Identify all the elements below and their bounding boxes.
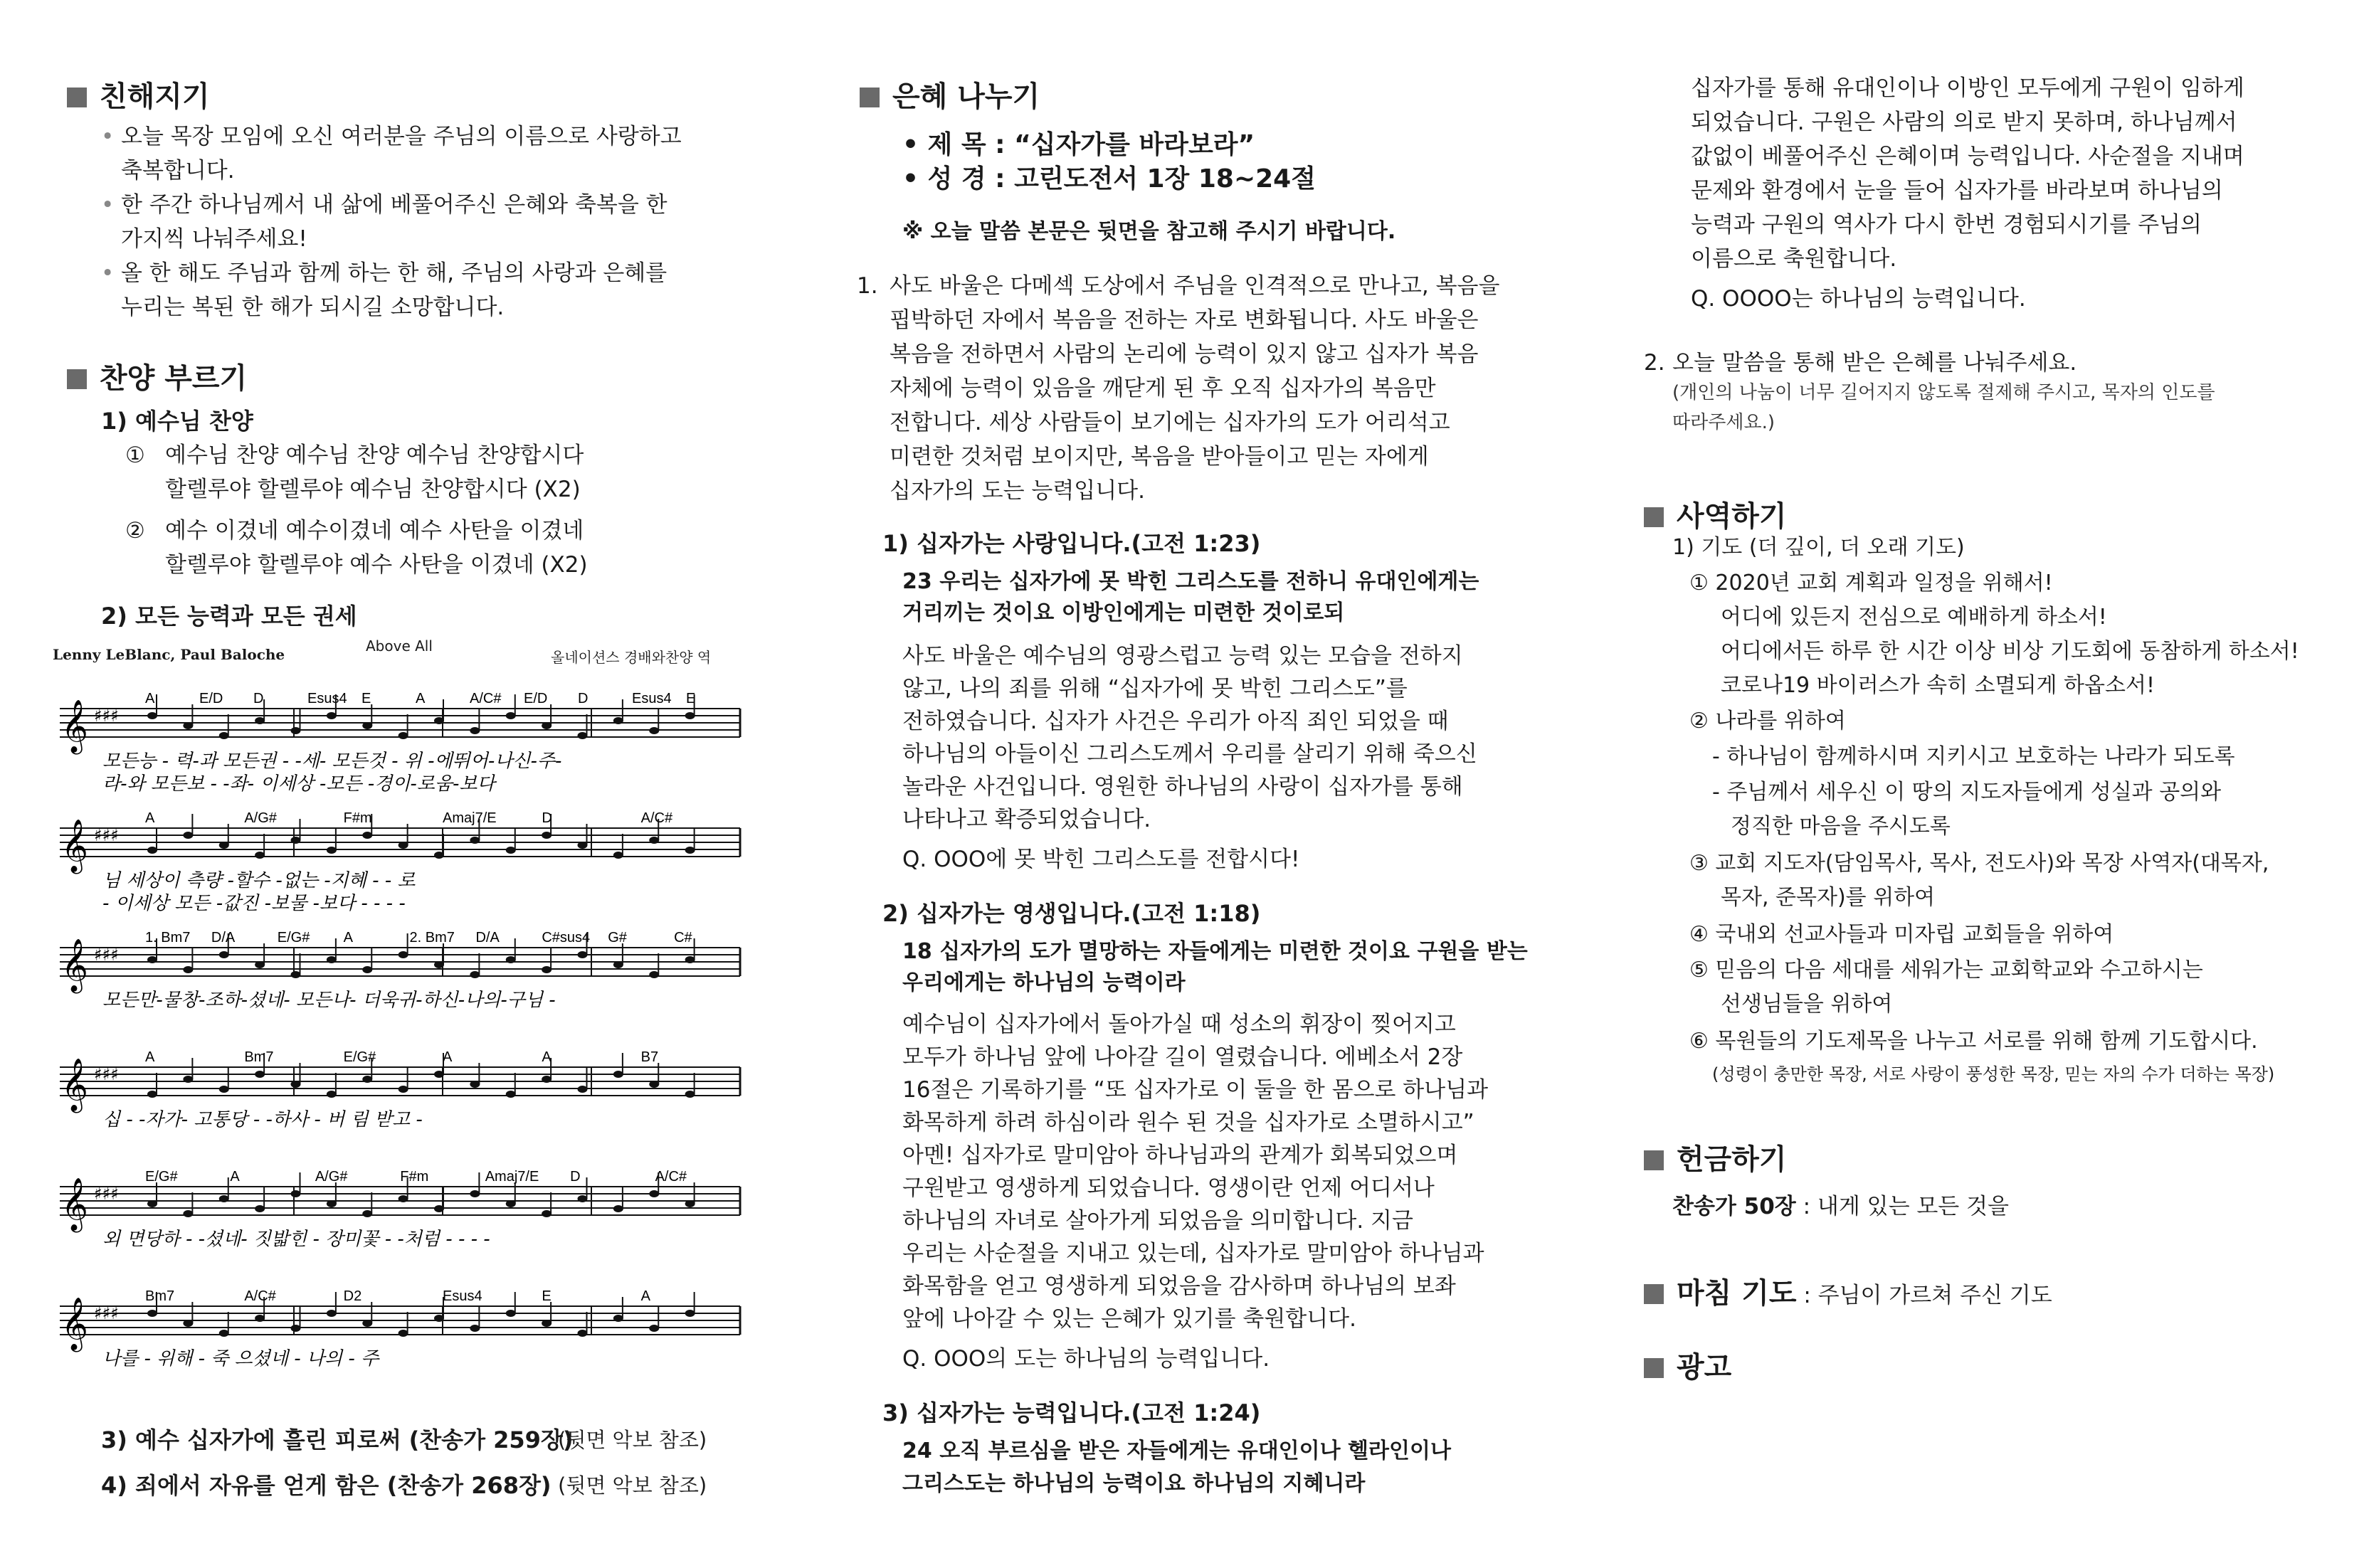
note-head bbox=[327, 1310, 337, 1317]
body-line: 십자가를 통해 유대인이나 이방인 모두에게 구원이 임하게 bbox=[1691, 75, 2244, 101]
note-head bbox=[219, 1195, 229, 1202]
song4-note: (뒷면 악보 참조) bbox=[558, 1473, 707, 1498]
chord-label: A bbox=[145, 1049, 155, 1065]
prayer-line: 선생님들을 위하여 bbox=[1721, 992, 1893, 1017]
body-line: 앞에 나아갈 수 있는 은혜가 있기를 축원합니다. bbox=[902, 1306, 1356, 1332]
square-bullet-icon bbox=[1644, 507, 1664, 527]
note-head bbox=[399, 732, 408, 739]
chord-label: Amaj7/E bbox=[485, 1169, 539, 1185]
point1-line: 사도 바울은 다메섹 도상에서 주님을 인격적으로 만나고, 복음을 bbox=[890, 273, 1500, 299]
lyric-line: - 이세상 모든 -값진 -보물 -보다 - - - - bbox=[102, 893, 406, 914]
chord-label: A bbox=[640, 1288, 651, 1304]
chord-label: A bbox=[443, 1049, 453, 1065]
note-head bbox=[255, 1205, 265, 1212]
prayer-line: - 하나님이 함께하시며 지키시고 보호하는 나라가 되도록 bbox=[1712, 744, 2235, 769]
note-head bbox=[506, 1200, 516, 1207]
chord-label: F#m bbox=[343, 810, 372, 826]
chord-label: E bbox=[686, 691, 696, 706]
song2-title: 2) 모든 능력과 모든 권세 bbox=[101, 603, 357, 630]
prayer-line: ① 2020년 교회 계획과 일정을 위해서! bbox=[1689, 571, 2053, 595]
chord-label: D/A bbox=[211, 930, 236, 945]
section-ministry-title bbox=[1644, 494, 1787, 534]
sermon-scripture: • 성 경 : 고린도전서 1장 18~24절 bbox=[902, 164, 1316, 194]
section-title-text: 친해지기 bbox=[100, 80, 210, 113]
note-head bbox=[613, 717, 623, 724]
note-head bbox=[649, 1325, 659, 1332]
body-line: 이름으로 축원합니다. bbox=[1691, 246, 1897, 272]
point1-line: 자체에 능력이 있음을 깨닫게 된 후 오직 십자가의 복음만 bbox=[890, 376, 1436, 401]
sermon-subject: • 제 목 : “십자가를 바라보라” bbox=[902, 130, 1255, 159]
note-head bbox=[147, 712, 157, 719]
note-head bbox=[470, 971, 480, 978]
prayer-line: 목자, 준목자)를 위하여 bbox=[1721, 885, 1936, 910]
note-head bbox=[255, 717, 265, 724]
chord-label: A/C# bbox=[655, 1169, 687, 1185]
note-head bbox=[327, 956, 337, 963]
point2-note: 따라주세요.) bbox=[1672, 412, 1775, 433]
note-head bbox=[542, 722, 552, 729]
chord-label: D bbox=[570, 1169, 581, 1185]
note-head bbox=[327, 1200, 337, 1207]
chord-label: 2. Bm7 bbox=[409, 930, 455, 945]
section-ads-title bbox=[1644, 1345, 1731, 1385]
note-head bbox=[362, 966, 372, 973]
section-title-text: 찬양 부르기 bbox=[100, 362, 248, 395]
point1-line: 핍박하던 자에서 복음을 전하는 자로 변화됩니다. 사도 바울은 bbox=[890, 307, 1479, 333]
prayer-line: ⑤ 믿음의 다음 세대를 세워가는 교회학교와 수고하시는 bbox=[1689, 958, 2203, 982]
note-head bbox=[291, 837, 301, 844]
note-head bbox=[649, 727, 659, 734]
sheet-song-title: Above All bbox=[366, 637, 433, 655]
note-head bbox=[470, 1190, 480, 1197]
subpoint1-question: Q. OOO에 못 박힌 그리스도를 전합시다! bbox=[902, 847, 1300, 872]
body-line: 사도 바울은 예수님의 영광스럽고 능력 있는 모습을 전하지 bbox=[902, 643, 1463, 669]
chord-label: A/C# bbox=[244, 1288, 276, 1304]
prayer-note: (성령이 충만한 목장, 서로 사랑이 풍성한 목장, 믿는 자의 수가 더하는 목장) bbox=[1712, 1064, 2275, 1084]
note-head bbox=[434, 1315, 444, 1322]
note-head bbox=[613, 852, 623, 859]
chord-label: A bbox=[343, 930, 354, 945]
chord-label: C#sus4 bbox=[542, 930, 591, 945]
subpoint3-title: 3) 십자가는 능력입니다.(고전 1:24) bbox=[882, 1399, 1261, 1426]
song-line: 예수 이겼네 예수이겼네 예수 사탄을 이겼네 bbox=[165, 518, 584, 544]
chord-label: E/G# bbox=[145, 1169, 178, 1185]
sheet-publisher: 올네이션스 경배와찬양 역 bbox=[551, 649, 712, 666]
lyric-line: 모든능 - 력-과 모든권 - -세- 모든것 - 위 -에뛰어-나신-주- bbox=[102, 751, 562, 772]
note-head bbox=[434, 1205, 444, 1212]
fellowship-line: 한 주간 하나님께서 내 삶에 베풀어주신 은혜와 축복을 한 bbox=[121, 192, 667, 218]
point-number: 1. bbox=[857, 273, 878, 299]
prayer-line: ⑥ 목원들의 기도제목을 나누고 서로를 위해 함께 기도합시다. bbox=[1689, 1029, 2258, 1054]
square-bullet-icon bbox=[1644, 1358, 1664, 1378]
song-line: 할렐루야 할렐루야 예수 사탄을 이겼네 (X2) bbox=[165, 552, 588, 578]
point1-line: 미련한 것처럼 보이지만, 복음을 받아들이고 믿는 자에게 bbox=[890, 444, 1429, 470]
chord-label: A/C# bbox=[470, 691, 502, 706]
lyric-line: 라-와 모든보 - -좌- 이세상 -모든 -경이-로움-보다 bbox=[102, 773, 495, 795]
subpoint1-verse: 거리끼는 것이요 이방인에게는 미련한 것이로되 bbox=[902, 600, 1345, 625]
note-head bbox=[399, 1195, 408, 1202]
note-head bbox=[685, 1091, 695, 1098]
note-head bbox=[183, 832, 193, 839]
chord-label: E/D bbox=[524, 691, 548, 706]
chord-label: Amaj7/E bbox=[443, 810, 497, 826]
note-head bbox=[147, 1200, 157, 1207]
body-line: 하나님의 아들이신 그리스도께서 우리를 살리기 위해 죽으신 bbox=[902, 741, 1477, 767]
prayer-line: ④ 국내외 선교사들과 미자립 교회들을 위하여 bbox=[1689, 922, 2114, 947]
note-head bbox=[255, 852, 265, 859]
note-head bbox=[506, 1310, 516, 1317]
note-head bbox=[542, 1076, 552, 1083]
note-head bbox=[613, 1071, 623, 1078]
chord-label: G# bbox=[608, 930, 627, 945]
note-head bbox=[147, 956, 157, 963]
subpoint2-verse: 18 십자가의 도가 멸망하는 자들에게는 미련한 것이요 구원을 받는 bbox=[902, 939, 1528, 964]
point1-line: 복음을 전하면서 사람의 논리에 능력이 있지 않고 십자가 복음 bbox=[890, 341, 1479, 367]
chord-label: A bbox=[145, 810, 155, 826]
chord-label: D bbox=[542, 810, 552, 826]
lyric-line: 님 세상이 측량 -할수 -없는 -지혜 - - 로 bbox=[102, 870, 416, 891]
note-head bbox=[399, 842, 408, 849]
note-head bbox=[613, 1315, 623, 1322]
song-line-marker: ① bbox=[125, 443, 145, 468]
chord-label: B7 bbox=[640, 1049, 659, 1065]
chord-label: D bbox=[253, 691, 264, 706]
body-line: 모두가 하나님 앞에 나아갈 길이 열렸습니다. 에베소서 2장 bbox=[902, 1044, 1463, 1070]
note-head bbox=[506, 712, 516, 719]
note-head bbox=[291, 727, 301, 734]
body-line: 능력과 구원의 역사가 다시 한번 경험되시기를 주님의 bbox=[1691, 212, 2202, 238]
note-head bbox=[399, 1086, 408, 1093]
sheet-composer: Lenny LeBlanc, Paul Baloche bbox=[53, 646, 285, 663]
subpoint1-verse: 23 우리는 십자가에 못 박힌 그리스도를 전하니 유대인에게는 bbox=[902, 569, 1479, 594]
treble-clef-icon: 𝄞 bbox=[61, 700, 88, 753]
section-closing-title bbox=[1644, 1271, 2052, 1311]
bullet-dot-icon: • bbox=[101, 192, 115, 218]
body-line: 않고, 나의 죄를 위해 “십자가에 못 박힌 그리스도”를 bbox=[902, 676, 1408, 701]
chord-label: A/C# bbox=[640, 810, 673, 826]
chord-label: Esus4 bbox=[443, 1288, 482, 1304]
note-head bbox=[649, 1081, 659, 1088]
closing-description: : 주님이 가르쳐 주신 기도 bbox=[1796, 1283, 2052, 1308]
note-head bbox=[255, 1315, 265, 1322]
note-head bbox=[183, 966, 193, 973]
note-head bbox=[542, 1320, 552, 1327]
note-head bbox=[578, 951, 588, 958]
section-title-text: 은혜 나누기 bbox=[892, 80, 1040, 113]
sermon-notice: ※ 오늘 말씀 본문은 뒷면을 참고해 주시기 바랍니다. bbox=[902, 219, 1396, 244]
body-line: 16절은 기록하기를 “또 십자가로 이 둘을 한 몸으로 하나님과 bbox=[902, 1077, 1489, 1103]
body-line: 구원받고 영생하게 되었습니다. 영생이란 언제 어디서나 bbox=[902, 1175, 1435, 1201]
sheet-staves bbox=[53, 629, 747, 1426]
note-head bbox=[219, 732, 229, 739]
subpoint3-verse: 24 오직 부르심을 받은 자들에게는 유대인이나 헬라인이나 bbox=[902, 1439, 1451, 1463]
chord-label: Esus4 bbox=[632, 691, 672, 706]
prayer-line: 정직한 마음을 주시도록 bbox=[1731, 814, 1951, 839]
note-head bbox=[434, 717, 444, 724]
note-head bbox=[685, 712, 695, 719]
note-head bbox=[327, 847, 337, 854]
note-head bbox=[470, 837, 480, 844]
key-signature-icon: ♯♯♯ bbox=[94, 1184, 119, 1204]
body-line: 값없이 베풀어주신 은혜이며 능력입니다. 사순절을 지내며 bbox=[1691, 144, 2244, 169]
body-line: 하나님의 자녀로 살아가게 되었음을 의미합니다. 지금 bbox=[902, 1208, 1413, 1234]
note-head bbox=[578, 732, 588, 739]
note-head bbox=[685, 1200, 695, 1207]
body-line: 전하였습니다. 십자가 사건은 우리가 아직 죄인 되었을 때 bbox=[902, 709, 1449, 734]
section-fellowship-title bbox=[67, 74, 210, 115]
lyric-line: 나를 - 위해 - 죽 으셨네 - 나의 - 주 bbox=[102, 1348, 379, 1370]
note-head bbox=[506, 956, 516, 963]
note-head bbox=[183, 722, 193, 729]
offering-hymn-number: 찬송가 50장 bbox=[1672, 1194, 1796, 1219]
note-head bbox=[542, 1210, 552, 1217]
treble-clef-icon: 𝄞 bbox=[61, 939, 88, 992]
note-head bbox=[291, 1081, 301, 1088]
prayer-line: ③ 교회 지도자(담임목사, 목사, 전도사)와 목장 사역자(대목자, bbox=[1689, 851, 2269, 876]
square-bullet-icon bbox=[860, 88, 880, 107]
body-line: 문제와 환경에서 눈을 들어 십자가를 바라보며 하나님의 bbox=[1691, 178, 2223, 203]
note-head bbox=[578, 1330, 588, 1337]
note-head bbox=[685, 956, 695, 963]
note-head bbox=[219, 1330, 229, 1337]
song3-note: (뒷면 악보 참조) bbox=[558, 1428, 707, 1452]
prayer-line: 어디에서든 하루 한 시간 이상 비상 기도회에 동참하게 하소서! bbox=[1721, 639, 2299, 664]
section-offering-title bbox=[1644, 1137, 1787, 1177]
bullet-dot-icon: • bbox=[101, 260, 115, 286]
song-line: 예수님 찬양 예수님 찬양 예수님 찬양합시다 bbox=[165, 443, 584, 468]
chord-label: Esus4 bbox=[307, 691, 347, 706]
note-head bbox=[578, 1086, 588, 1093]
note-head bbox=[434, 852, 444, 859]
treble-clef-icon: 𝄞 bbox=[61, 820, 88, 872]
note-head bbox=[542, 832, 552, 839]
key-signature-icon: ♯♯♯ bbox=[94, 1303, 119, 1323]
note-head bbox=[470, 1081, 480, 1088]
prayer-subtitle: 1) 기도 (더 깊이, 더 오래 기도) bbox=[1672, 535, 1965, 560]
bullet-dot-icon: • bbox=[101, 124, 115, 149]
note-head bbox=[219, 1086, 229, 1093]
note-head bbox=[434, 1071, 444, 1078]
note-head bbox=[506, 847, 516, 854]
section-title-text: 사역하기 bbox=[1677, 500, 1787, 533]
note-head bbox=[362, 1210, 372, 1217]
chord-label: A bbox=[230, 1169, 240, 1185]
note-head bbox=[434, 961, 444, 968]
note-head bbox=[362, 832, 372, 839]
chord-label: E/G# bbox=[343, 1049, 376, 1065]
note-head bbox=[183, 1076, 193, 1083]
note-head bbox=[183, 1210, 193, 1217]
note-head bbox=[613, 961, 623, 968]
prayer-line: 어디에 있든지 전심으로 예배하게 하소서! bbox=[1721, 605, 2107, 630]
section-praise-title bbox=[67, 356, 247, 396]
point-number: 2. bbox=[1644, 350, 1665, 376]
prayer-line: 코로나19 바이러스가 속히 소멸되게 하옵소서! bbox=[1721, 673, 2155, 698]
lyric-line: 십 - -자가- 고통당 - -하사 - 버 림 받고 - bbox=[102, 1109, 423, 1130]
body-line: 나타나고 확증되었습니다. bbox=[902, 807, 1151, 832]
sheet-music bbox=[53, 629, 747, 1426]
note-head bbox=[291, 1325, 301, 1332]
chord-label: D/A bbox=[475, 930, 500, 945]
note-head bbox=[147, 847, 157, 854]
lyric-line: 외 면당하 - -셨네- 짓밟힌 - 장미꽃 - -처럼 - - - - bbox=[102, 1229, 490, 1250]
note-head bbox=[542, 966, 552, 973]
body-line: 예수님이 십자가에서 돌아가실 때 성소의 휘장이 찢어지고 bbox=[902, 1012, 1456, 1037]
chord-label: E/D bbox=[199, 691, 223, 706]
chord-label: Bm7 bbox=[244, 1049, 274, 1065]
note-head bbox=[470, 727, 480, 734]
note-head bbox=[685, 847, 695, 854]
fellowship-line: 누리는 복된 한 해가 되시길 소망합니다. bbox=[121, 295, 505, 320]
note-head bbox=[255, 1071, 265, 1078]
note-head bbox=[255, 961, 265, 968]
section-title-text: 마침 기도 bbox=[1677, 1277, 1797, 1310]
song3-title: 3) 예수 십자가에 흘린 피로써 (찬송가 259장) bbox=[101, 1426, 574, 1453]
subpoint2-verse: 우리에게는 하나님의 능력이라 bbox=[902, 970, 1186, 995]
note-head bbox=[470, 1325, 480, 1332]
note-head bbox=[399, 1330, 408, 1337]
subpoint3-verse: 그리스도는 하나님의 능력이요 하나님의 지혜니라 bbox=[902, 1471, 1366, 1496]
note-head bbox=[362, 722, 372, 729]
treble-clef-icon: 𝄞 bbox=[61, 1298, 88, 1350]
body-line: 놀라운 사건입니다. 영원한 하나님의 사랑이 십자가를 통해 bbox=[902, 774, 1463, 800]
chord-label: E bbox=[542, 1288, 552, 1304]
subpoint2-question: Q. OOO의 도는 하나님의 능력입니다. bbox=[902, 1346, 1270, 1372]
chord-label: F#m bbox=[400, 1169, 429, 1185]
note-head bbox=[399, 951, 408, 958]
note-head bbox=[613, 1205, 623, 1212]
note-head bbox=[327, 1091, 337, 1098]
chord-label: D2 bbox=[343, 1288, 362, 1304]
fellowship-line: 오늘 목장 모임에 오신 여러분을 주님의 이름으로 사랑하고 bbox=[121, 124, 682, 149]
song-line-marker: ② bbox=[125, 518, 145, 544]
chord-label: A bbox=[542, 1049, 552, 1065]
note-head bbox=[649, 971, 659, 978]
song4-title: 4) 죄에서 자유를 얻게 함은 (찬송가 268장) bbox=[101, 1472, 552, 1499]
lyric-line: 모든만-물창-조하-셨네- 모든나- 더욱귀-하신-나의-구님 - bbox=[102, 990, 556, 1011]
note-head bbox=[649, 837, 659, 844]
body-line: 아멘! 십자가로 말미암아 하나님과의 관계가 회복되었으며 bbox=[902, 1143, 1458, 1168]
key-signature-icon: ♯♯♯ bbox=[94, 825, 119, 845]
section-title-text: 헌금하기 bbox=[1677, 1143, 1787, 1176]
offering-hymn bbox=[1672, 1190, 2009, 1224]
note-head bbox=[291, 1190, 301, 1197]
chord-label: A bbox=[145, 691, 155, 706]
section-title-text: 광고 bbox=[1677, 1351, 1732, 1384]
fellowship-line: 축복합니다. bbox=[121, 158, 235, 184]
point2-note: (개인의 나눔이 너무 길어지지 않도록 절제해 주시고, 목자의 인도를 bbox=[1672, 382, 2215, 403]
note-head bbox=[147, 1310, 157, 1317]
song-line: 할렐루야 할렐루야 예수님 찬양합시다 (X2) bbox=[165, 477, 581, 502]
body-line: 되었습니다. 구원은 사람의 의로 받지 못하며, 하나님께서 bbox=[1691, 110, 2237, 135]
chord-label: C# bbox=[674, 930, 692, 945]
song1-title: 1) 예수님 찬양 bbox=[101, 408, 253, 435]
body-line: 우리는 사순절을 지내고 있는데, 십자가로 말미암아 하나님과 bbox=[902, 1241, 1484, 1266]
treble-clef-icon: 𝄞 bbox=[61, 1059, 88, 1111]
note-head bbox=[649, 1190, 659, 1197]
note-head bbox=[219, 842, 229, 849]
chord-label: A/G# bbox=[244, 810, 277, 826]
subpoint2-title: 2) 십자가는 영생입니다.(고전 1:18) bbox=[882, 900, 1261, 927]
chord-label: A bbox=[416, 691, 426, 706]
square-bullet-icon bbox=[67, 369, 87, 389]
point1-line: 십자가의 도는 능력입니다. bbox=[890, 478, 1145, 504]
note-head bbox=[327, 712, 337, 719]
chord-label: D bbox=[578, 691, 589, 706]
body-line: 화목하게 하려 하심이라 원수 된 것을 십자가로 소멸하시고” bbox=[902, 1110, 1474, 1135]
chord-label: E/G# bbox=[277, 930, 310, 945]
square-bullet-icon bbox=[1644, 1150, 1664, 1170]
body-line: 화목함을 얻고 영생하게 되었음을 감사하며 하나님의 보좌 bbox=[902, 1273, 1456, 1299]
key-signature-icon: ♯♯♯ bbox=[94, 706, 119, 726]
note-head bbox=[362, 1076, 372, 1083]
prayer-line: ② 나라를 위하여 bbox=[1689, 709, 1846, 733]
key-signature-icon: ♯♯♯ bbox=[94, 1064, 119, 1084]
prayer-line: - 주님께서 세우신 이 땅의 지도자들에게 성실과 공의와 bbox=[1712, 780, 2222, 805]
note-head bbox=[291, 971, 301, 978]
point1-line: 전합니다. 세상 사람들이 보기에는 십자가의 도가 어리석고 bbox=[890, 410, 1450, 435]
note-head bbox=[183, 1320, 193, 1327]
treble-clef-icon: 𝄞 bbox=[61, 1178, 88, 1231]
chord-label: E bbox=[362, 691, 371, 706]
point2-text: 오늘 말씀을 통해 받은 은혜를 나눠주세요. bbox=[1672, 350, 2077, 376]
note-head bbox=[147, 1091, 157, 1098]
note-head bbox=[578, 1195, 588, 1202]
square-bullet-icon bbox=[1644, 1284, 1664, 1304]
note-head bbox=[578, 842, 588, 849]
note-head bbox=[362, 1320, 372, 1327]
subpoint1-title: 1) 십자가는 사랑입니다.(고전 1:23) bbox=[882, 530, 1261, 557]
fellowship-line: 올 한 해도 주님과 함께 하는 한 해, 주님의 사랑과 은혜를 bbox=[121, 260, 667, 286]
note-head bbox=[219, 951, 229, 958]
key-signature-icon: ♯♯♯ bbox=[94, 945, 119, 965]
chord-label: 1. Bm7 bbox=[145, 930, 191, 945]
square-bullet-icon bbox=[67, 88, 87, 107]
continued-question: Q. OOOO는 하나님의 능력입니다. bbox=[1691, 286, 2026, 312]
note-head bbox=[506, 1091, 516, 1098]
chord-label: A/G# bbox=[315, 1169, 348, 1185]
note-head bbox=[685, 1310, 695, 1317]
fellowship-line: 가지씩 나눠주세요! bbox=[121, 226, 307, 252]
chord-label: Bm7 bbox=[145, 1288, 175, 1304]
section-grace-title bbox=[860, 74, 1040, 115]
offering-hymn-title: : 내게 있는 모든 것을 bbox=[1795, 1194, 2010, 1219]
